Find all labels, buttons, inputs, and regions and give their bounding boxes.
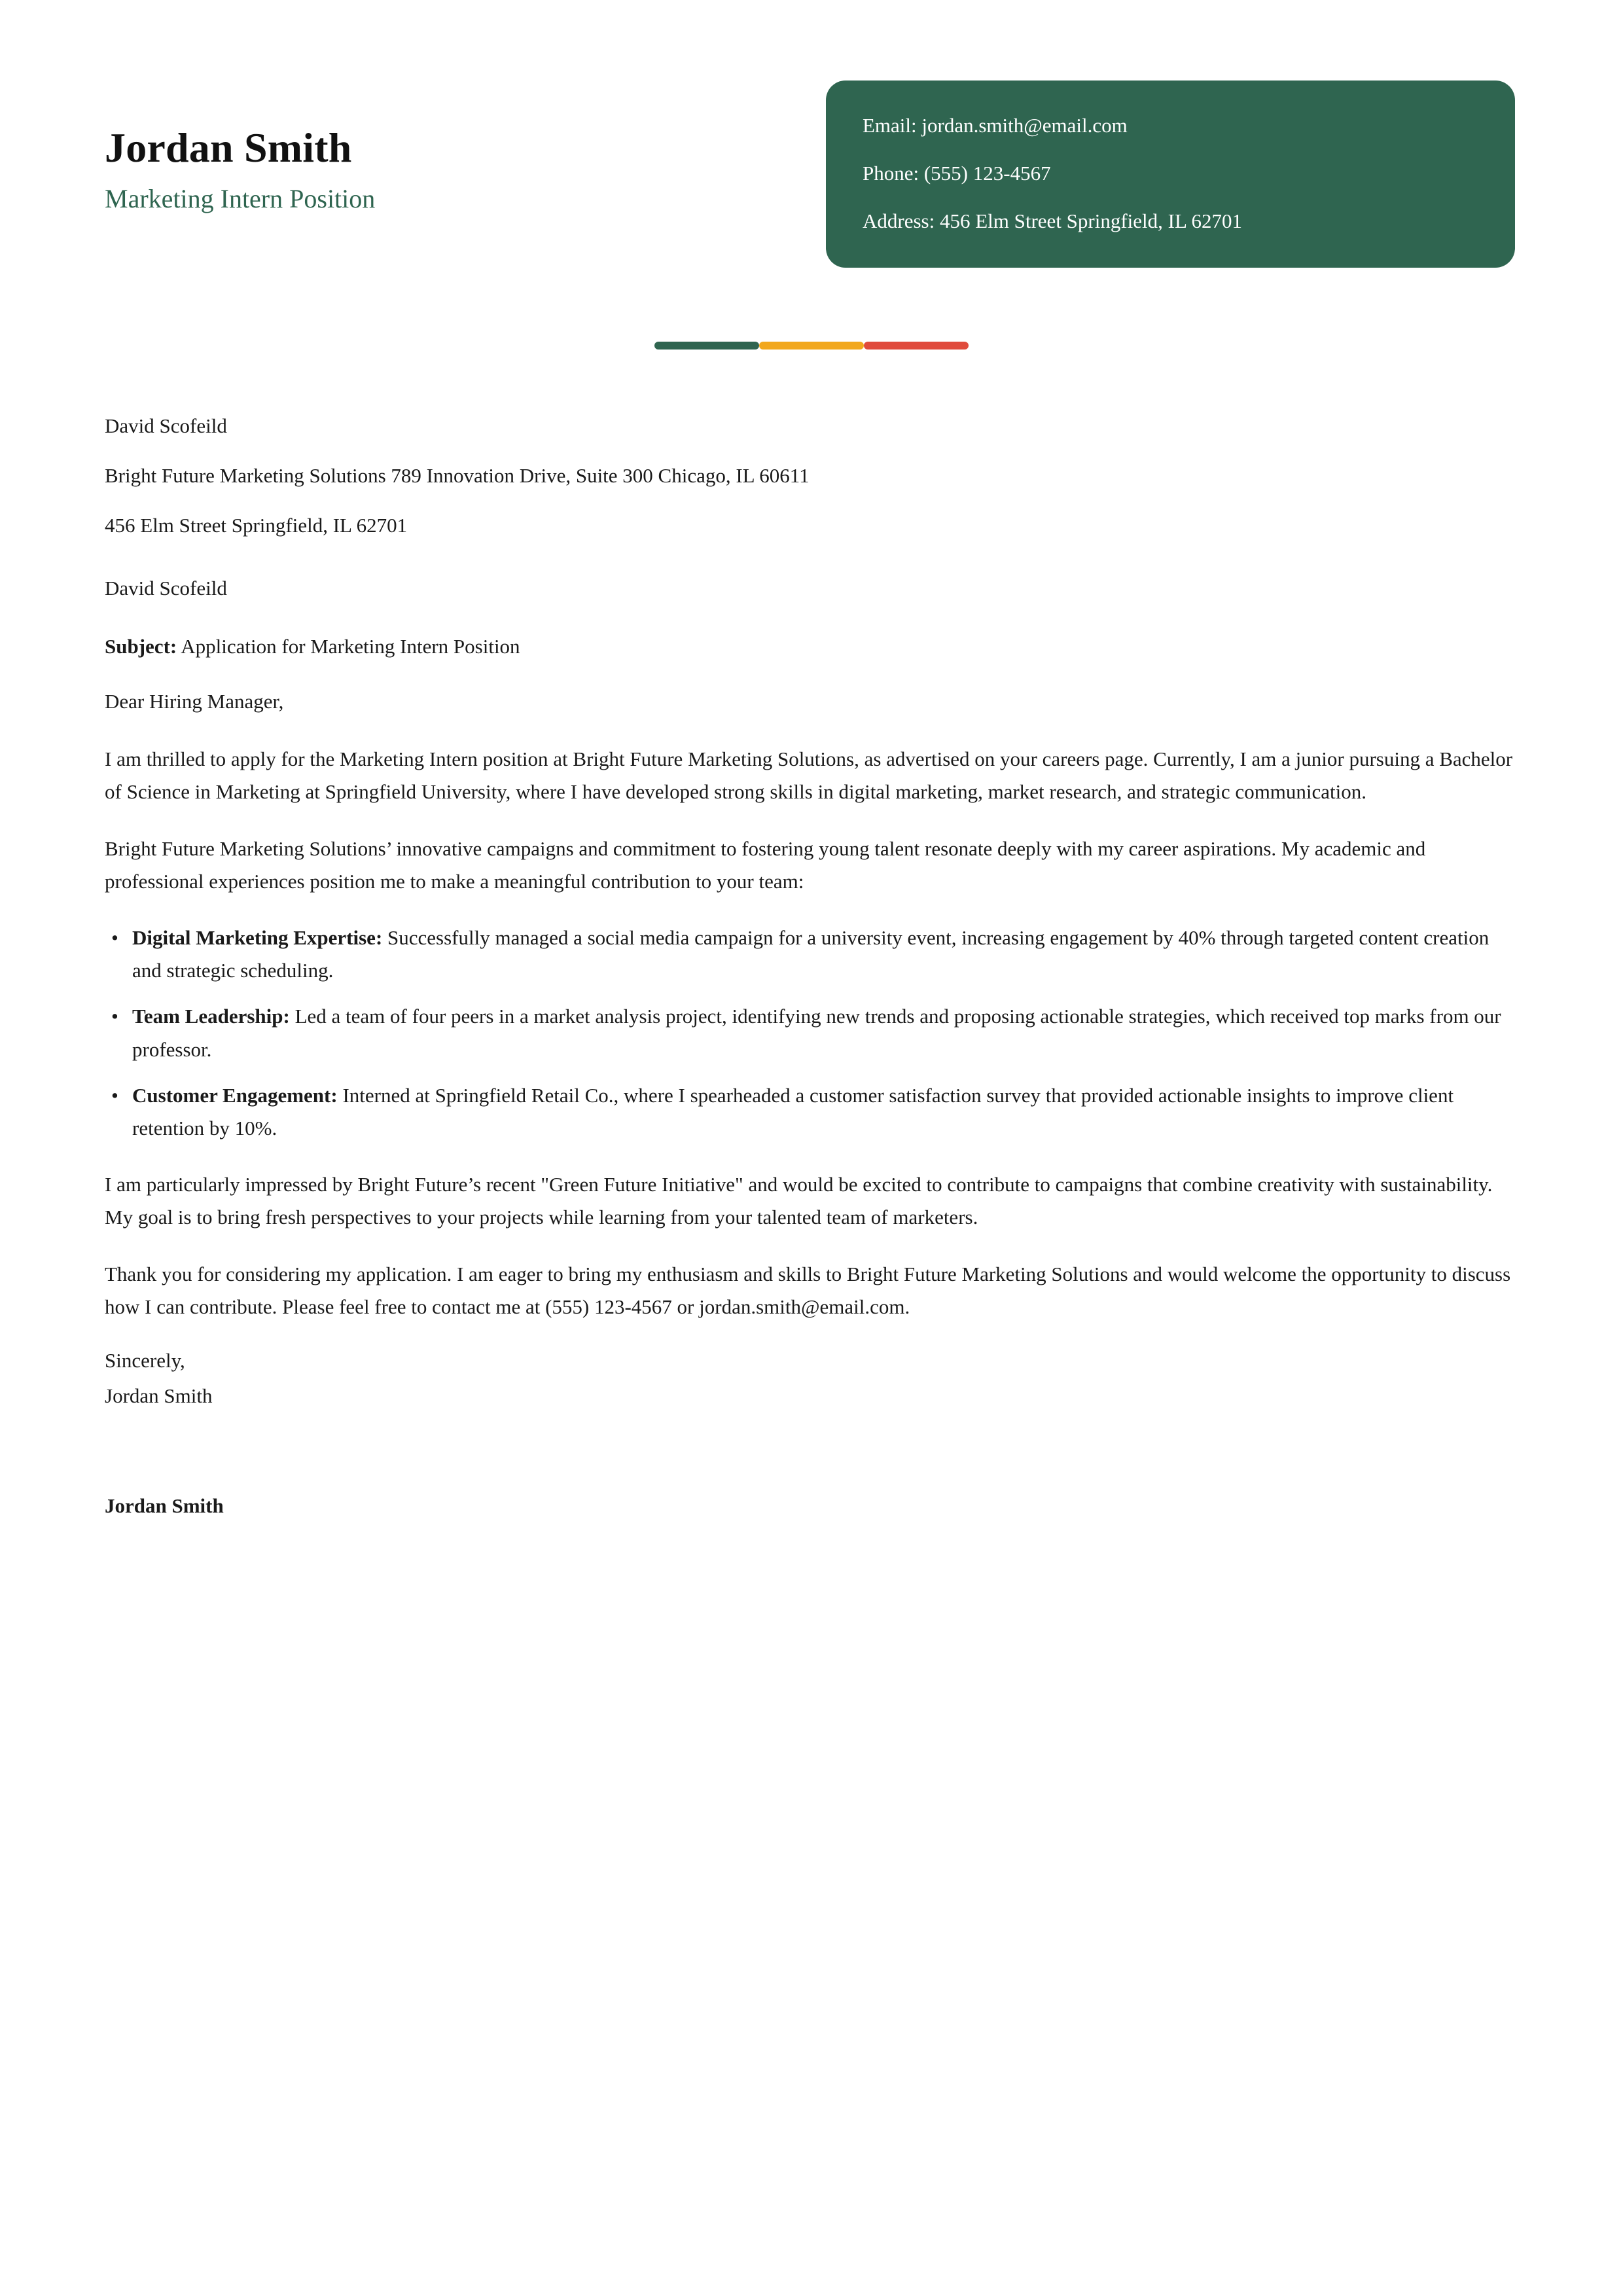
contact-phone: Phone: (555) 123-4567 bbox=[863, 161, 1051, 185]
recipient-company-address: Bright Future Marketing Solutions 789 Innovation Drive, Suite 300 Chicago, IL 60611 bbox=[105, 463, 810, 487]
contact-email: Email: jordan.smith@email.com bbox=[863, 114, 1128, 137]
letter-header bbox=[0, 0, 1623, 301]
qualifications-list bbox=[105, 922, 1518, 1145]
recipient-block bbox=[105, 412, 1518, 539]
bullet-text: Led a team of four peers in a market analysis project, identifying new trends and proposing actionable strategies, which received top marks from our professor. bbox=[132, 1005, 1501, 1061]
subject-text: Application for Marketing Intern Position bbox=[177, 635, 520, 658]
contact-info-card bbox=[826, 81, 1515, 268]
divider-segment-green bbox=[654, 342, 759, 350]
body-paragraph-2: Bright Future Marketing Solutions’ innovative campaigns and commitment to fostering young talent resonate deeply with my career aspirations. My academic and professional experiences position me to make a meaningful contribution to your team: bbox=[105, 836, 1426, 893]
bullet-text: Successfully managed a social media campaign for a university event, increasing engagement by 40% through targeted content creation and strategic scheduling. bbox=[132, 925, 1489, 982]
list-item bbox=[105, 922, 1518, 987]
greeting-line: Dear Hiring Manager, bbox=[105, 690, 284, 713]
signature-name: Jordan Smith bbox=[105, 1494, 224, 1517]
body-paragraph-1: I am thrilled to apply for the Marketing Intern position at Bright Future Marketing Solutions, as advertised on your careers page. Currently, I am a junior pursuing a Bachelor of Science in Marketing at Springfield University, where I have developed strong skills in digital marketing, market research, and strategic communication. bbox=[105, 747, 1513, 804]
closing-salutation: Sincerely, bbox=[105, 1349, 185, 1372]
subject-line bbox=[105, 633, 1518, 660]
applicant-role-subtitle: Marketing Intern Position bbox=[105, 183, 376, 213]
bullet-label: Digital Marketing Expertise: bbox=[132, 925, 383, 949]
list-item bbox=[105, 1000, 1518, 1066]
tricolor-divider bbox=[0, 342, 1623, 350]
salutation-recipient-name: David Scofeild bbox=[105, 576, 227, 600]
list-item bbox=[105, 1079, 1518, 1145]
body-paragraph-3: I am particularly impressed by Bright Future’s recent "Green Future Initiative" and would be excited to contribute to campaigns that combine creativity with sustainability. My goal is to bring fresh perspectives to your projects while learning from your talented team of marketers. bbox=[105, 1173, 1493, 1229]
letter-body bbox=[105, 412, 1518, 1520]
recipient-name: David Scofeild bbox=[105, 414, 227, 437]
applicant-identity bbox=[105, 124, 759, 215]
closing-name: Jordan Smith bbox=[105, 1384, 213, 1407]
sender-address: 456 Elm Street Springfield, IL 62701 bbox=[105, 513, 408, 537]
divider-segment-amber bbox=[759, 342, 864, 350]
bullet-label: Team Leadership: bbox=[132, 1005, 290, 1028]
contact-address: Address: 456 Elm Street Springfield, IL 62701 bbox=[863, 209, 1243, 232]
body-paragraph-4: Thank you for considering my application. I am eager to bring my enthusiasm and skills to Bright Future Marketing Solutions and would welcome the opportunity to discuss how I can contribute. Please feel free to contact me at (555) 123-4567 or jordan.smith@email.com. bbox=[105, 1262, 1511, 1318]
divider-segment-red bbox=[864, 342, 969, 350]
bullet-label: Customer Engagement: bbox=[132, 1083, 338, 1107]
subject-label: Subject: bbox=[105, 635, 177, 658]
bullet-text: Interned at Springfield Retail Co., where I spearheaded a customer satisfaction survey that provided actionable insights to improve client retention by 10%. bbox=[132, 1083, 1454, 1140]
page-title: Jordan Smith bbox=[105, 124, 352, 171]
